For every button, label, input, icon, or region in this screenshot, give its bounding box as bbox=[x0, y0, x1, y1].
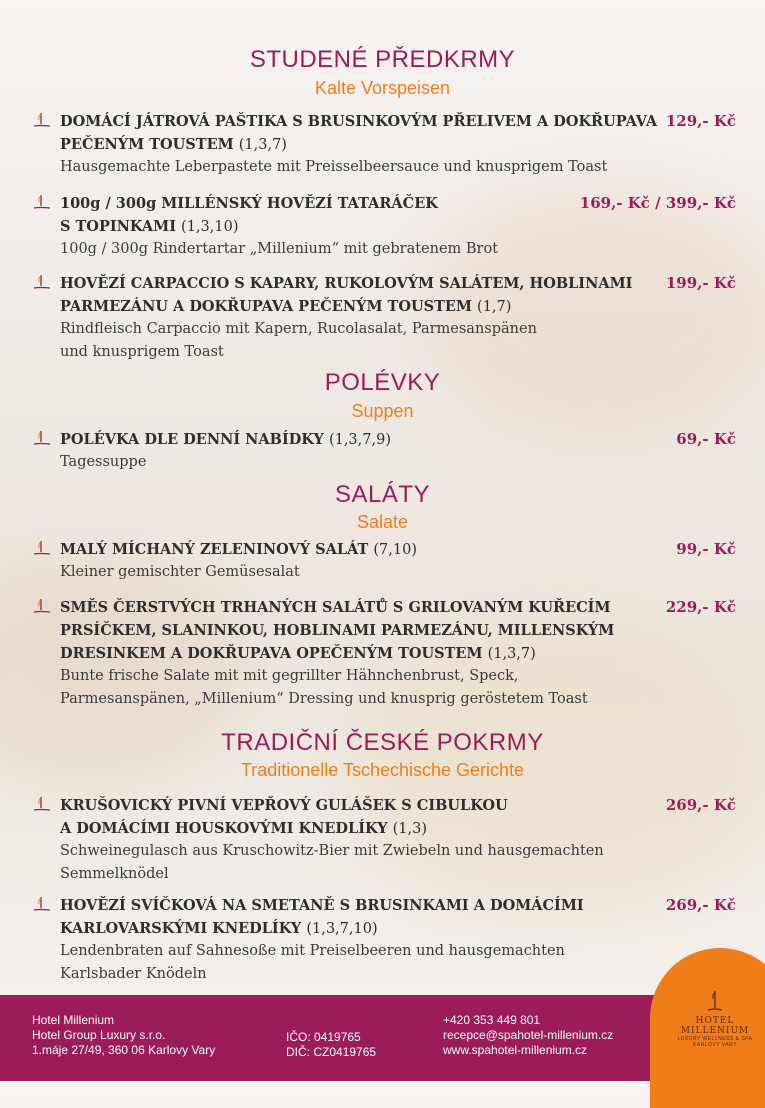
logo-location: KARLOVY VARY bbox=[692, 1042, 738, 1048]
section-subtitle-soups: Suppen bbox=[351, 401, 414, 421]
menu-item bbox=[32, 794, 736, 889]
section-subtitle-salads: Salate bbox=[356, 512, 409, 532]
menu-item bbox=[32, 596, 736, 714]
item-name-line: DOMÁCÍ JÁTROVÁ PAŠTIKA S BRUSINKOVÝM PŘELIVEM A DOKŘUPAVA bbox=[60, 113, 658, 130]
item-description: Tagessuppe bbox=[60, 454, 147, 470]
section-title-salads: SALÁTY bbox=[334, 481, 431, 508]
footer-email[interactable]: recepce@spahotel-millenium.cz bbox=[443, 1028, 614, 1042]
item-allergens: (1,3,7,10) bbox=[306, 921, 378, 937]
item-allergens: (1,3,7) bbox=[238, 137, 287, 153]
menu-item bbox=[32, 428, 736, 476]
item-description: Kleiner gemischter Gemüsesalat bbox=[60, 564, 300, 580]
item-price: 169,- Kč / 399,- Kč bbox=[579, 194, 736, 212]
footer-ico: IČO: 0419765 bbox=[286, 1030, 361, 1044]
item-allergens: (1,3) bbox=[392, 821, 427, 837]
logo-glass-icon bbox=[705, 990, 725, 1012]
menu-glass-icon bbox=[32, 540, 52, 556]
item-name-line: HOVĚZÍ SVÍČKOVÁ NA SMETANĚ S BRUSINKAMI A DOMÁCÍMI bbox=[60, 897, 584, 914]
item-name-line: SMĚS ČERSTVÝCH TRHANÝCH SALÁTŮ S GRILOVANÝM KUŘECÍM bbox=[60, 599, 611, 616]
item-description: Schweinegulasch aus Kruschowitz-Bier mit Zwiebeln und hausgemachten bbox=[60, 843, 604, 859]
item-price: 129,- Kč bbox=[665, 112, 736, 130]
section-subtitle-cold-starters: Kalte Vorspeisen bbox=[314, 78, 451, 98]
item-name-line: POLÉVKA DLE DENNÍ NABÍDKY (1,3,7,9) bbox=[60, 431, 391, 448]
item-description: Hausgemachte Leberpastete mit Preisselbeersauce und knusprigem Toast bbox=[60, 159, 608, 175]
item-description: Rindfleisch Carpaccio mit Kapern, Rucolasalat, Parmesanspänen bbox=[60, 321, 537, 337]
item-description-2: Parmesanspänen, „Millenium“ Dressing und knusprig geröstetem Toast bbox=[60, 691, 588, 707]
footer-company-group: Hotel Group Luxury s.r.o. bbox=[32, 1028, 166, 1042]
item-name-line: KRUŠOVICKÝ PIVNÍ VEPŘOVÝ GULÁŠEK S CIBULKOU bbox=[60, 797, 508, 814]
footer-contact bbox=[443, 1013, 613, 1058]
menu-glass-icon bbox=[32, 112, 52, 128]
item-description-2: Karlsbader Knödeln bbox=[60, 966, 207, 982]
menu-glass-icon bbox=[32, 896, 52, 912]
item-price: 69,- Kč bbox=[676, 430, 736, 448]
item-name-line-2: PEČENÝM TOUSTEM (1,3,7) bbox=[60, 136, 287, 153]
section-title-soups: POLÉVKY bbox=[324, 369, 441, 396]
footer-company bbox=[32, 1013, 215, 1058]
menu-item bbox=[32, 538, 736, 586]
footer-ids bbox=[286, 1030, 376, 1060]
item-price: 269,- Kč bbox=[665, 796, 736, 814]
item-name-line-2: S TOPINKAMI (1,3,10) bbox=[60, 218, 239, 235]
item-allergens: (1,3,10) bbox=[181, 219, 239, 235]
logo-text-millenium: MILLENIUM bbox=[680, 1026, 750, 1036]
menu-item bbox=[32, 110, 736, 180]
footer-website[interactable]: www.spahotel-millenium.cz bbox=[443, 1043, 588, 1057]
item-name-line-2: PARMEZÁNU A DOKŘUPAVA PEČENÝM TOUSTEM (1,7) bbox=[60, 298, 512, 315]
item-name-line: MALÝ MÍCHANÝ ZELENINOVÝ SALÁT (7,10) bbox=[60, 541, 417, 558]
item-name-line-2: A DOMÁCÍMI HOUSKOVÝMI KNEDLÍKY (1,3) bbox=[60, 820, 427, 837]
item-price: 269,- Kč bbox=[665, 896, 736, 914]
item-description-2: Semmelknödel bbox=[60, 866, 169, 882]
menu-glass-icon bbox=[32, 598, 52, 614]
item-allergens: (7,10) bbox=[373, 542, 417, 558]
menu-glass-icon bbox=[32, 194, 52, 210]
footer-dic: DIČ: CZ0419765 bbox=[286, 1045, 377, 1059]
menu-item bbox=[32, 192, 736, 262]
section-title-cold-starters: STUDENÉ PŘEDKRMY bbox=[249, 46, 516, 73]
item-name-line-3: DRESINKEM A DOKŘUPAVA OPEČENÝM TOUSTEM (1,3,7) bbox=[60, 645, 536, 662]
menu-item bbox=[32, 272, 736, 367]
item-description: Bunte frische Salate mit mit gegrillter Hähnchenbrust, Speck, bbox=[60, 668, 519, 684]
item-price: 99,- Kč bbox=[676, 540, 736, 558]
item-price: 199,- Kč bbox=[665, 274, 736, 292]
hotel-logo bbox=[665, 990, 765, 1048]
section-title-czech-dishes: TRADIČNÍ ČESKÉ POKRMY bbox=[221, 729, 544, 756]
menu-glass-icon bbox=[32, 274, 52, 290]
item-name-line-2: PRSÍČKEM, SLANINKOU, HOBLINAMI PARMEZÁNU, MILLENSKÝM bbox=[60, 622, 615, 639]
logo-tagline: LUXURY WELLNESS & SPA bbox=[677, 1036, 753, 1042]
item-description-2: und knusprigem Toast bbox=[60, 344, 224, 360]
menu-item bbox=[32, 894, 736, 989]
logo-text-hotel: HOTEL bbox=[695, 1016, 735, 1026]
section-subtitle-czech-dishes: Traditionelle Tschechische Gerichte bbox=[240, 760, 525, 780]
item-name-line-2: KARLOVARSKÝMI KNEDLÍKY (1,3,7,10) bbox=[60, 920, 378, 937]
item-allergens: (1,3,7) bbox=[487, 646, 536, 662]
item-price: 229,- Kč bbox=[665, 598, 736, 616]
item-name-line: HOVĚZÍ CARPACCIO S KAPARY, RUKOLOVÝM SALÁTEM, HOBLINAMI bbox=[60, 275, 633, 292]
item-description: 100g / 300g Rindertartar „Millenium“ mit gebratenem Brot bbox=[60, 241, 499, 257]
item-name-line: 100g / 300g MILLÉNSKÝ HOVĚZÍ TATARÁČEK bbox=[60, 195, 438, 212]
menu-glass-icon bbox=[32, 430, 52, 446]
item-allergens: (1,7) bbox=[477, 299, 512, 315]
footer-company-name: Hotel Millenium bbox=[32, 1013, 115, 1027]
footer-phone[interactable]: +420 353 449 801 bbox=[443, 1013, 541, 1027]
item-allergens: (1,3,7,9) bbox=[328, 432, 391, 448]
menu-glass-icon bbox=[32, 796, 52, 812]
item-description: Lendenbraten auf Sahnesoße mit Preiselbeeren und hausgemachten bbox=[60, 943, 565, 959]
footer-address: 1.máje 27/49, 360 06 Karlovy Vary bbox=[32, 1043, 216, 1057]
